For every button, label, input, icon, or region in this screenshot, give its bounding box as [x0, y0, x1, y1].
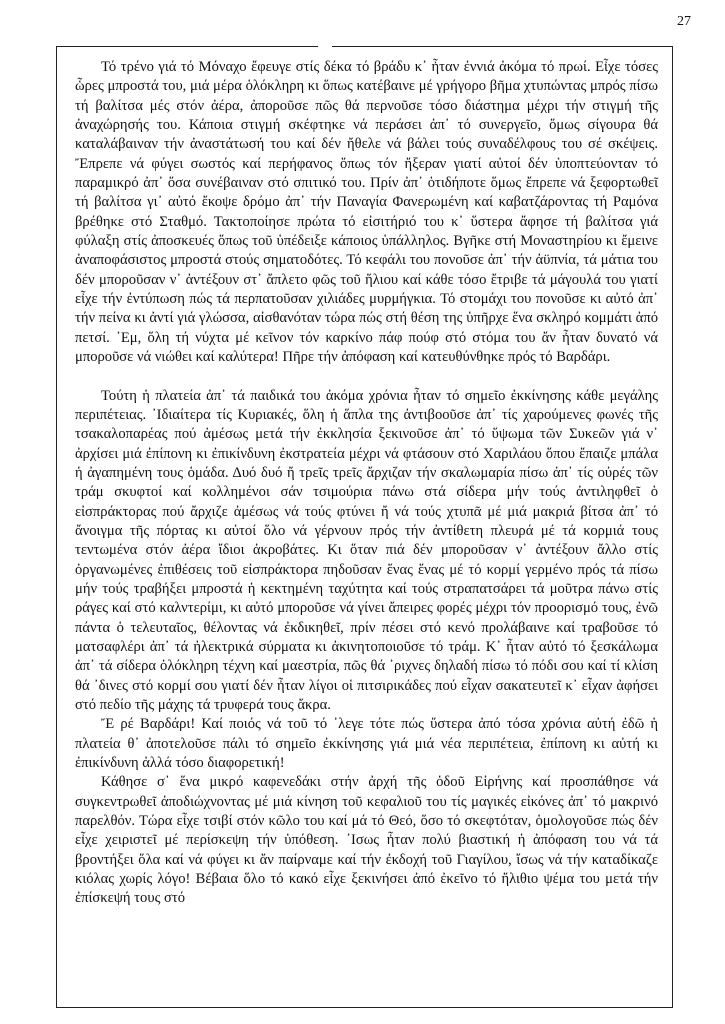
- text-body: [75, 58, 658, 909]
- page-number: 27: [677, 14, 691, 29]
- frame-gap: [318, 44, 332, 48]
- paragraph: Ἔ ρέ Βαρδάρι! Καί ποιός νά τοῦ τό ᾽λεγε τότε πώς ὕστερα ἀπό τόσα χρόνια αὐτή ἐδῶ ἡ πλατεία θ᾽ ἀποτελοῦσε πάλι τό σημεῖο ἐκκίνησης γιά μιά νέα περιπέτεια, ἐπίπονη κι αὐτή κι ἐπικίνδυνη ἀλλά τόσο διαφορετική!: [75, 716, 658, 772]
- paragraph: Κάθησε σ᾽ ἕνα μικρό καφενεδάκι στήν ἀρχή τῆς ὁδοῦ Εἰρήνης καί προσπάθησε νά συγκεντρωθεῖ ἀποδιώχνοντας μέ μιά κίνηση τοῦ κεφαλιοῦ του τίς μαγικές εἰκόνες ἀπ᾽ τό μακρινό παρελθόν. Τώρα εἶχε τσιβί στόν κῶλο του καί μά τό Θεό, ὅσο τό σκεφτόταν, ὁμολογοῦσε πώς δέν εἶχε χειριστεῖ μέ περίσκεψη τήν ὑπόθεση. ᾽Ισως ἦταν πολύ βιαστική ἡ ἀπόφαση του νά τά βροντήξει ὅλα καί νά φύγει κι ἄν παίρναμε καί τήν ἐκδοχή τοῦ Γιαγίλου, ἴσως νά τήν καταδίκαζε κιόλας χωρίς λόγο! Βέβαια ὅλο τό κακό εἶχε ξεκινήσει ἀπό ἐκεῖνο τό ἤλιθιο ψέμα του μετά τήν ἐπίσκεψή τους στό: [75, 774, 658, 907]
- paragraph: Τό τρένο γιά τό Μόναχο ἔφευγε στίς δέκα τό βράδυ κ᾽ ἦταν ἐννιά ἀκόμα τό πρωί. Εἶχε τόσες ὧρες μπροστά του, μιά μέρα ὁλόκληρη κι ὅπως κατέβαινε μέ γρήγορο βῆμα χτυπώντας μπρός πίσω τή βαλίτσα μές στόν ἀέρα, ἀποροῦσε πῶς θά περνοῦσε τόσο διάστημα μέχρι τήν στιγμή τῆς ἀναχώρησής του. Κάποια στιγμή σκέφτηκε νά περάσει ἀπ᾽ τό συνεργεῖο, ὅμως σίγουρα θά καταλάβαιναν τήν ἀναστάτωσή του καί δέν ἤθελε νά βάλει τούς συναδέλφους του σέ σκέψεις. Ἔπρεπε νά φύγει σωστός καί περήφανος ὅπως τόν ἤξεραν γιατί αὐτοί δέν ὑποπτεύονταν τό παραμικρό ἀπ᾽ ὅσα συνέβαιναν στό σπιτικό του. Πρίν ἀπ᾽ ὁτιδήποτε ὅμως ἔπρεπε νά ξεφορτωθεῖ τή βαλίτσα γι᾽ αὐτό ἔκοψε δρόμο ἀπ᾽ τήν Παναγία Φανερωμένη καί καβατζάροντας τή Ραμόνα βρέθηκε στό Σταθμό. Τακτοποίησε πρώτα τό εἰσιτήριό του κ᾽ ὕστερα ἄφησε τή βαλίτσα γιά φύλαξη στίς ἀποσκευές ὅπως τοῦ ὑπέδειξε κάποιος ὑπάλληλος. Βγῆκε στή Μοναστηρίου κι ἔμεινε ἀναποφάσιστος μπροστά στούς σηματοδότες. Τό κεφάλι του πονοῦσε ἀπ᾽ τήν ἀϋπνία, τά μάτια του δέν μποροῦσαν ν᾽ ἀντέξουν στ᾽ ἄπλετο φῶς τοῦ ἥλιου καί κάθε τόσο ἔτριβε τά μάγουλά του γιατί εἶχε τήν ἐντύπωση πώς τά περπατοῦσαν χιλιάδες μυρμήγκια. Τό στομάχι του πονοῦσε κι αὐτό ἀπ᾽ τήν πείνα κι ἀντί γιά γλώσσα, αἰσθανόταν τώρα πώς στή θέση της ὑπῆρχε ἕνα σκληρό κομμάτι ἀπό πετσί. ᾽Εμ, ὅλη τή νύχτα μέ κεῖνον τόν καρκίνο πάφ πούφ στό στόμα του ἄν ἦταν δυνατό νά μποροῦσε νά νιώθει καί καλύτερα! Πῆρε τήν ἀπόφαση καί κατευθύνθηκε πρός τό Βαρδάρι.: [75, 59, 658, 366]
- paragraph: Τούτη ἡ πλατεία ἀπ᾽ τά παιδικά του ἀκόμα χρόνια ἦταν τό σημεῖο ἐκκίνησης κάθε μεγάλης περιπέτειας. ᾽Ιδιαίτερα τίς Κυριακές, ὅλη ἡ ἅπλα της ἀντιβοοῦσε ἀπ᾽ τίς χαρούμενες φωνές τῆς τσακαλοπαρέας πού ἀμέσως μετά τήν ἐκκλησία ξεκινοῦσε ἀπ᾽ τό ὕψωμα τῶν Συκεῶν γιά ν᾽ ἀρχίσει μιά ἐπίπονη κι ἐπικίνδυνη ἐκστρατεία μέχρι νά φτάσουν στό Χαριλάου ὅπου ἔπαιζε μπάλα ἡ ἀγαπημένη τους ὁμάδα. Δυό δυό ἤ τρεῖς τρεῖς ἄρχιζαν τήν σκαλωμαρία πίσω ἀπ᾽ τίς οὐρές τῶν τράμ σκυφτοί καί κολλημένοι σάν τσιμούρια πάνω στά σίδερα μήν τούς ἀντιληφθεῖ ὁ εἰσπράκτορας πού ἄρχιζε ἀμέσως νά τούς φτύνει ἤ νά τούς χτυπᾶ μέ μιά μακριά βίτσα ἀπ᾽ τό ἄνοιγμα τῆς πόρτας κι αὐτοί ὅλο νά γέρνουν πρός τήν ἀντίθετη πλευρά μέ τά κορμιά τους τεντωμένα στόν ἀέρα ἴδιοι ἀκροβάτες. Κι ὅταν πιά δέν μποροῦσαν ν᾽ ἀντέξουν ἄλλο στίς ὀργανωμένες ἐπιθέσεις τοῦ εἰσπράκτορα πηδοῦσαν ἕνας ἕνας μέ τό κορμί γερμένο πρός τά πίσω μήν τούς τραβήξει μπροστά ἡ κεκτημένη ταχύτητα καί τούς στραπατσάρει τά μοῦτρα πάνω στίς ράγες καί στό καλντερίμι, κι αὐτό μποροῦσε νά γίνει ἄπειρες φορές μέχρι τόν προορισμό τους, ἐνῶ πάντα ὁ τελευταῖος, θέλοντας νά ἐκδικηθεῖ, πρίν πέσει στό κενό προλάβαινε καί τραβοῦσε τό ματσαφλέρι ἀπ᾽ τά ἠλεκτρικά σύρματα κι ἀκινητοποιοῦσε τό τράμ. Κ᾽ ἦταν αὐτό τό ξεσκάλωμα ἀπ᾽ τά σίδερα ὁλόκληρη τέχνη καί μαεστρία, πῶς θά ᾽ριχνες δηλαδή πίσω τό πόδι σου καί τί κλίση θά ᾽δινες στό κορμί σου γιατί δέν ἦταν λίγοι οἱ πιτσιρικάδες πού εἶχαν σακατευτεῖ κ᾽ εἶχαν ἀφήσει στό πεδίο τῆς μάχης τά τρυφερά τους ἄκρα.: [75, 387, 658, 713]
